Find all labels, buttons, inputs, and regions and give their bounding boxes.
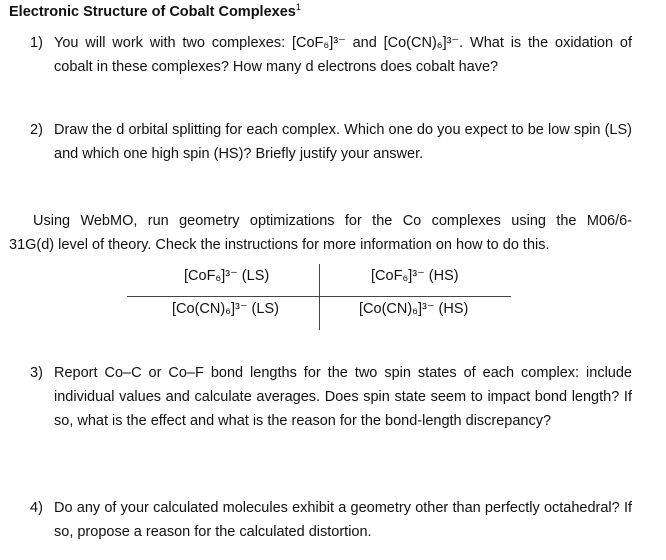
question-4	[30, 496, 632, 546]
table-cell: [CoF₆]³⁻ (LS)	[184, 268, 270, 284]
question-text: You will work with two complexes: [CoF₆]³⁻ and [Co(CN)₆]³⁻. What is the oxidation of cobalt in these complexes? How many d electrons does cobalt have?	[54, 35, 632, 75]
table-cell: [Co(CN)₆]³⁻ (LS)	[172, 301, 279, 317]
question-1	[30, 31, 632, 81]
question-number: 3)	[30, 365, 43, 381]
question-number: 1)	[30, 35, 43, 51]
instructions-line-2: 31G(d) level of theory. Check the instructions for more information on how to do this.	[9, 237, 550, 253]
table-cell: [CoF₆]³⁻ (HS)	[371, 268, 459, 284]
question-number: 4)	[30, 500, 43, 516]
title-text: Electronic Structure of Cobalt Complexes	[9, 4, 296, 20]
question-3	[30, 361, 632, 461]
table-cell: [Co(CN)₆]³⁻ (HS)	[359, 301, 469, 317]
instructions-paragraph	[9, 209, 632, 257]
question-text: Draw the d orbital splitting for each complex. Which one do you expect to be low spin (LS) and which one high spin (HS)? Briefly justify your answer.	[54, 122, 632, 162]
instructions-line-1: Using WebMO, run geometry optimizations for the Co complexes using the M06/6-	[33, 213, 632, 229]
question-text: Report Co–C or Co–F bond lengths for the two spin states of each complex: include individual values and calculate averages. Does spin state seem to impact bond length? If so, what is the effect and what is the reason for the bond-length discrepancy?	[54, 365, 632, 429]
page-title	[9, 4, 301, 20]
question-number: 2)	[30, 122, 43, 138]
question-2	[30, 118, 632, 168]
table-vertical-rule	[319, 264, 320, 330]
title-footnote-mark: 1	[295, 2, 301, 13]
question-text: Do any of your calculated molecules exhibit a geometry other than perfectly octahedral? If so, propose a reason for the calculated distortion.	[54, 500, 632, 540]
